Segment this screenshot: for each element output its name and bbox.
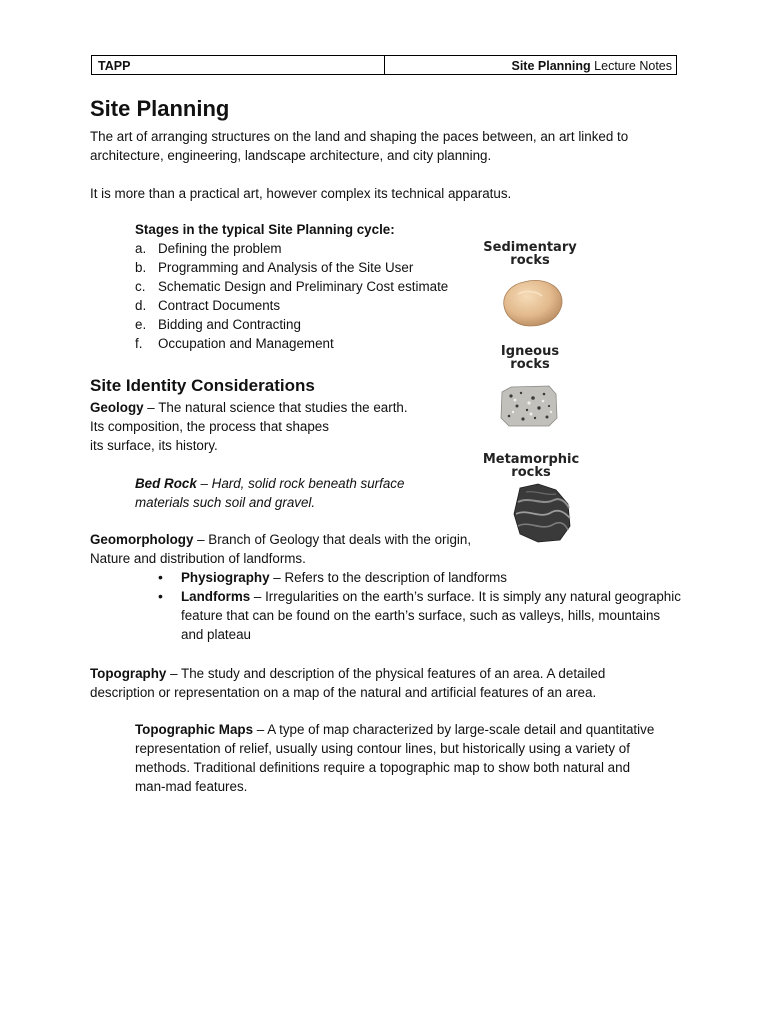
- intro-line-2: architecture, engineering, landscape architecture, and city planning.: [90, 148, 492, 163]
- sedimentary-rock-icon: [498, 276, 566, 330]
- bedrock-paragraph: [135, 474, 465, 512]
- list-marker: a.: [135, 241, 147, 256]
- intro-line-1: The art of arranging structures on the land and shaping the paces between, an art linked to: [90, 129, 629, 144]
- topography-line-1: – The study and description of the physical features of an area. A detailed: [166, 666, 606, 681]
- page-title: Site Planning: [90, 96, 230, 121]
- term-geomorphology: Geomorphology: [90, 532, 194, 547]
- list-item-text: Defining the problem: [158, 241, 282, 256]
- topo-maps-line-4: man-mad features.: [135, 779, 248, 794]
- intro-paragraph: [90, 127, 690, 165]
- igneous-caption: [470, 345, 590, 371]
- list-item-text: Occupation and Management: [158, 336, 334, 351]
- topography-line-2: description or representation on a map of the natural and artificial features of an area.: [90, 685, 597, 700]
- topo-maps-line-1: – A type of map characterized by large-scale detail and quantitative: [253, 722, 655, 737]
- metamorphic-caption-line2: rocks: [511, 465, 551, 480]
- list-item-text: Programming and Analysis of the Site User: [158, 260, 414, 275]
- intro-paragraph-2: [90, 184, 690, 203]
- topo-maps-paragraph: [135, 720, 695, 796]
- metamorphic-caption: [470, 453, 592, 479]
- topo-maps-line-2: representation of relief, usually using contour lines, but historically using a variety of: [135, 741, 630, 756]
- list-marker: d.: [135, 298, 147, 313]
- igneous-rock-icon: [499, 384, 559, 428]
- list-item-text: Schematic Design and Preliminary Cost estimate: [158, 279, 449, 294]
- list-item: [135, 277, 465, 296]
- page-header: [91, 55, 677, 75]
- list-marker: f.: [135, 336, 143, 351]
- geomorphology-line-2: Nature and distribution of landforms.: [90, 551, 306, 566]
- sedimentary-caption: [470, 241, 590, 267]
- metamorphic-rock-icon: [512, 482, 572, 544]
- list-item: [135, 239, 465, 258]
- metamorphic-caption-line1: Metamorphic: [482, 452, 580, 467]
- igneous-caption-line1: Igneous: [500, 344, 560, 359]
- topo-maps-line-3: methods. Traditional definitions require a topographic map to show both natural and: [135, 760, 631, 775]
- geology-line-3: its surface, its history.: [90, 438, 218, 453]
- bullet-dot: •: [158, 588, 163, 604]
- geology-line-1: – The natural science that studies the earth.: [143, 400, 408, 415]
- bedrock-line-1: – Hard, solid rock beneath surface: [196, 476, 405, 491]
- section-heading-identity: Site Identity Considerations: [90, 376, 315, 395]
- topography-paragraph: [90, 664, 690, 702]
- geology-line-2: Its composition, the process that shapes: [90, 419, 329, 434]
- list-marker: b.: [135, 260, 147, 275]
- bullet-dot: •: [158, 569, 163, 585]
- header-title-bold: Site Planning: [511, 59, 591, 73]
- landforms-text: – Irregularities on the earth’s surface. It is simply any natural geographic feature that can be found on the earth’s surface, such as valleys, hills, mountains and plateau: [181, 589, 681, 642]
- list-marker: e.: [135, 317, 147, 332]
- stages-heading: Stages in the typical Site Planning cycle:: [135, 222, 395, 237]
- list-item: [135, 258, 465, 277]
- sedimentary-caption-line2: rocks: [510, 253, 550, 268]
- intro2-line: It is more than a practical art, however complex its technical apparatus.: [90, 186, 512, 201]
- header-title-normal: Lecture Notes: [594, 59, 672, 73]
- term-physiography: Physiography: [181, 570, 270, 585]
- sedimentary-caption-line1: Sedimentary: [483, 240, 577, 255]
- list-item: [135, 296, 465, 315]
- header-title: [385, 56, 676, 74]
- list-item: [158, 587, 683, 644]
- list-item-text: Bidding and Contracting: [158, 317, 301, 332]
- landform-bullets: [158, 568, 683, 644]
- list-marker: c.: [135, 279, 146, 294]
- igneous-caption-line2: rocks: [510, 357, 550, 372]
- list-item-text: Contract Documents: [158, 298, 281, 313]
- physiography-text: – Refers to the description of landforms: [269, 570, 507, 585]
- term-geology: Geology: [90, 400, 144, 415]
- list-item: [135, 315, 465, 334]
- term-landforms: Landforms: [181, 589, 251, 604]
- bedrock-line-2: materials such soil and gravel.: [135, 495, 316, 510]
- geomorphology-line-1: – Branch of Geology that deals with the origin,: [193, 532, 472, 547]
- geomorphology-paragraph: [90, 530, 510, 568]
- list-item: [135, 334, 465, 353]
- term-bedrock: Bed Rock: [135, 476, 197, 491]
- stages-list: [135, 220, 465, 353]
- list-item: [158, 568, 683, 587]
- header-course: TAPP: [92, 56, 385, 74]
- geology-paragraph: [90, 398, 450, 455]
- term-topo-maps: Topographic Maps: [135, 722, 254, 737]
- term-topography: Topography: [90, 666, 167, 681]
